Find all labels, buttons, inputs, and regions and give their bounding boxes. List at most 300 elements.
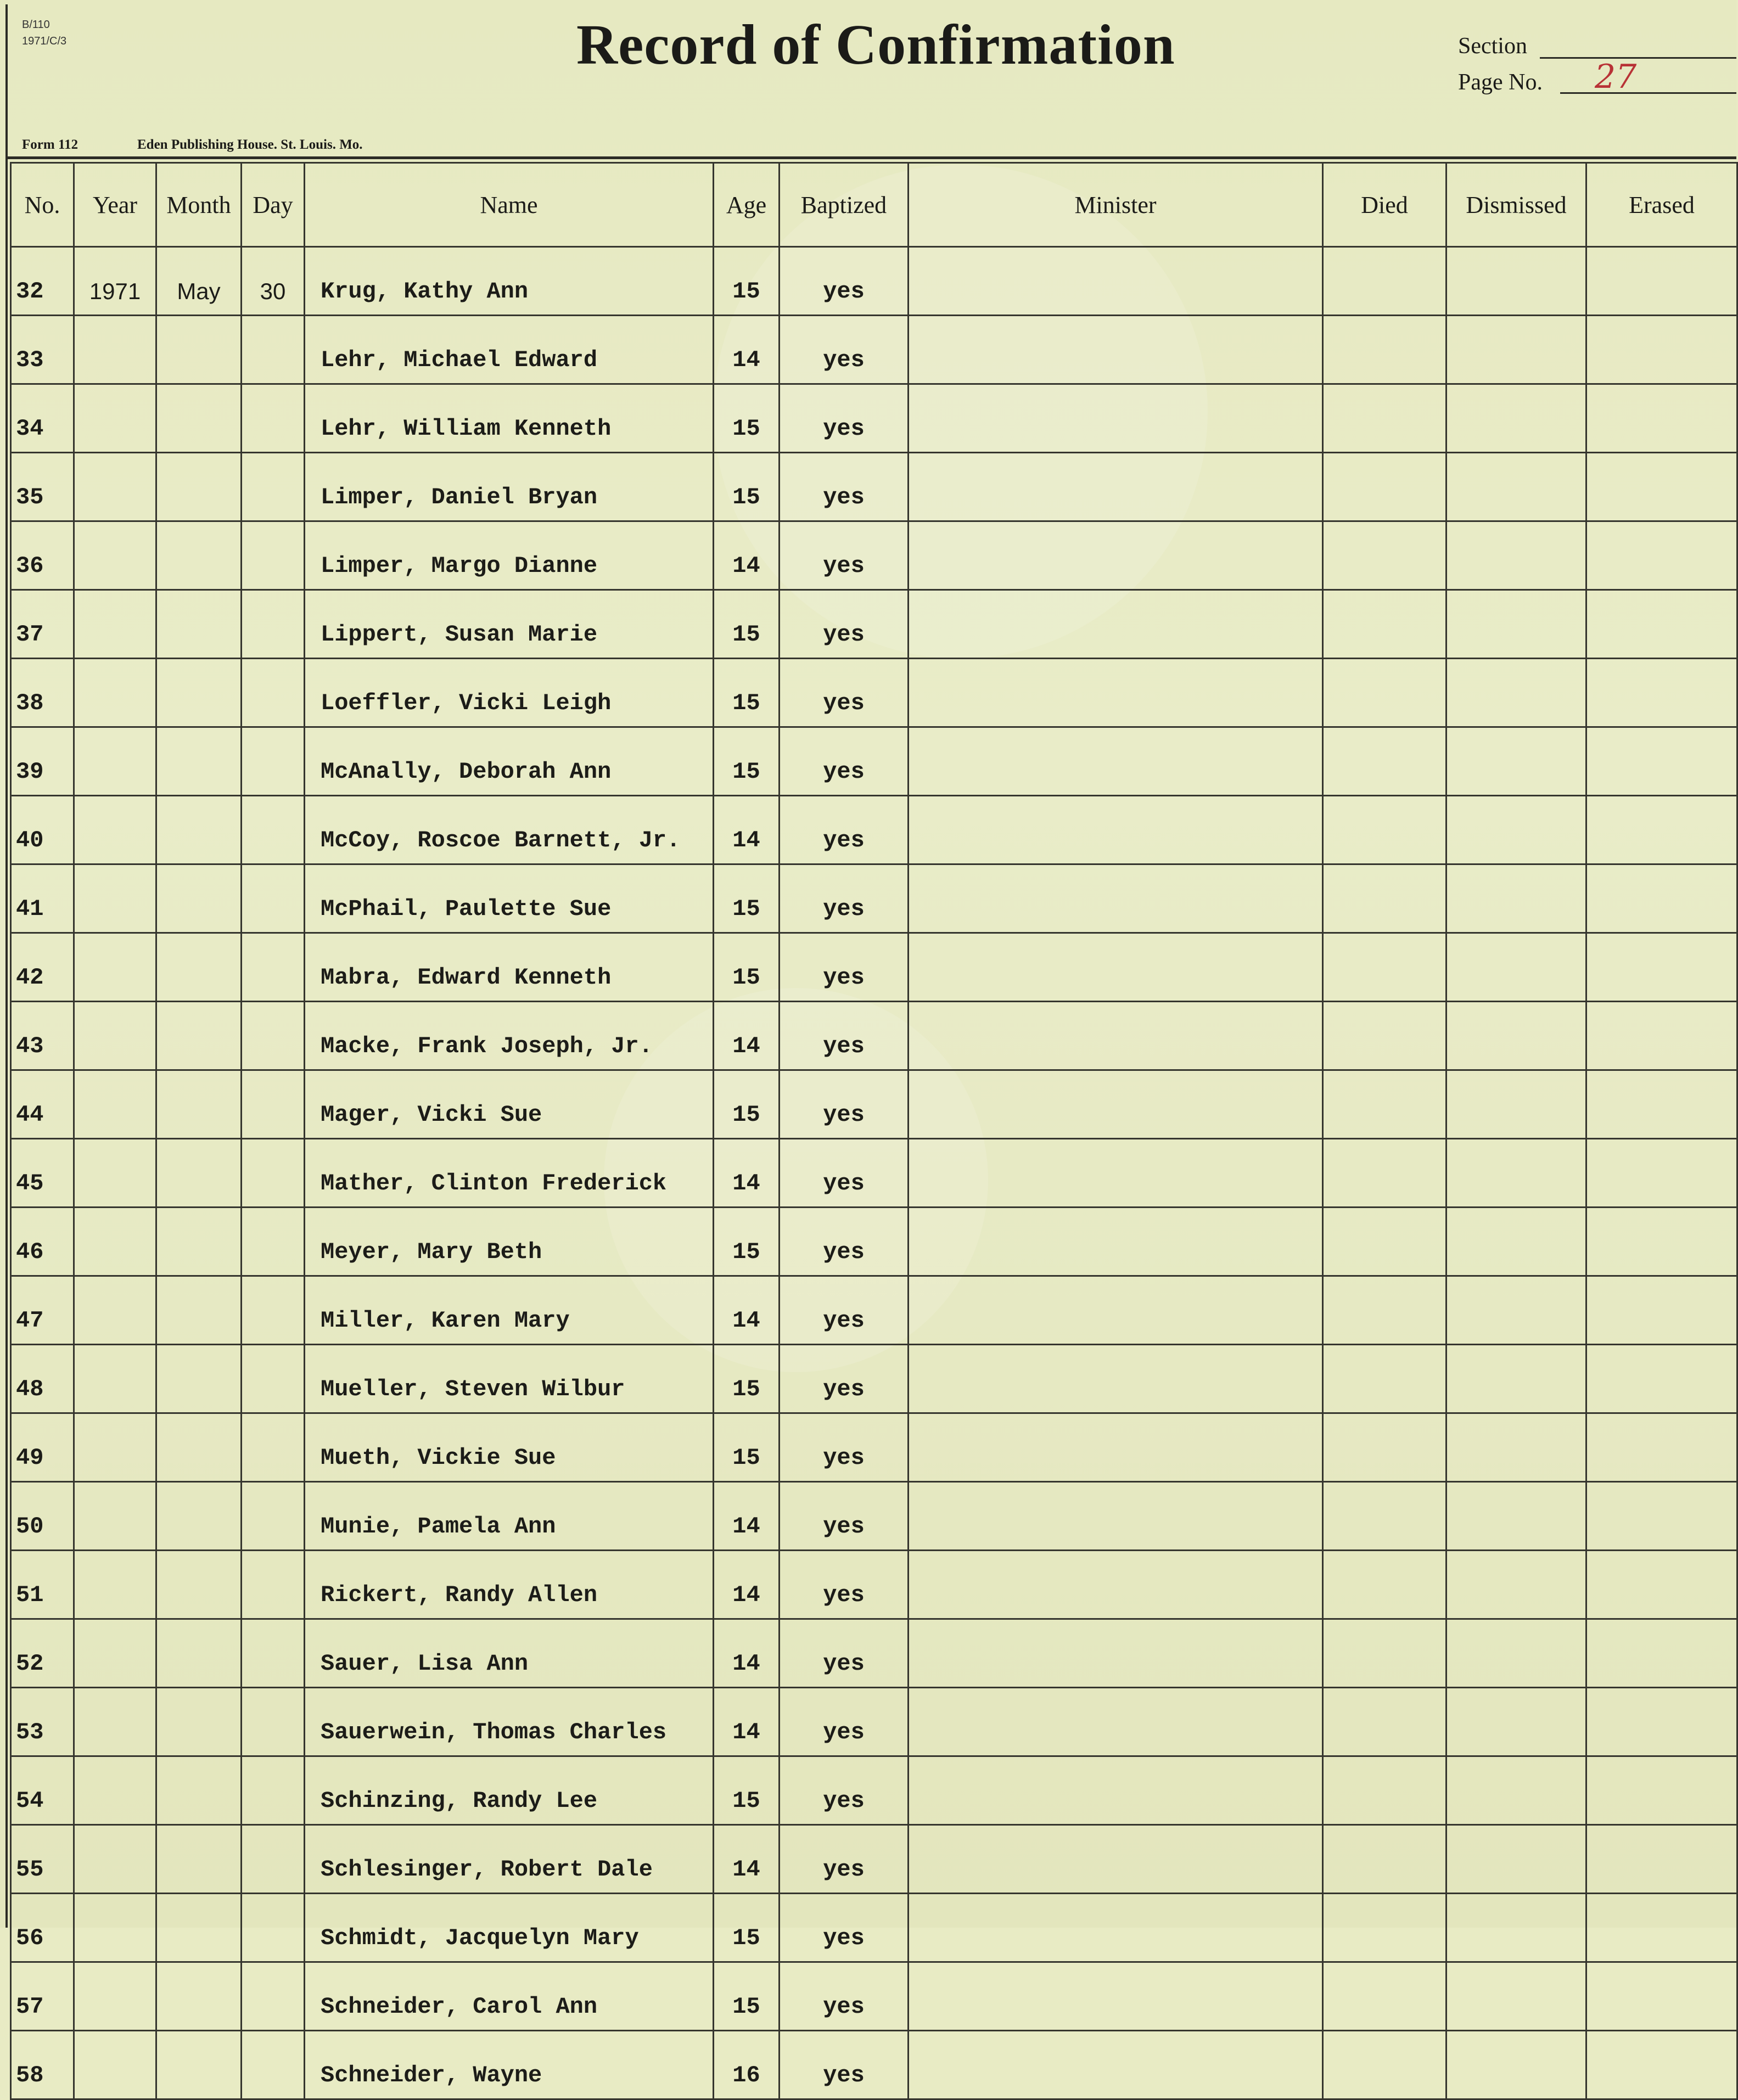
record-minister bbox=[909, 1276, 1323, 1345]
record-month bbox=[156, 521, 242, 590]
record-day bbox=[242, 590, 305, 659]
table-row bbox=[11, 1619, 1737, 1688]
record-day bbox=[242, 796, 305, 864]
record-day bbox=[242, 1619, 305, 1688]
record-erased bbox=[1586, 521, 1737, 590]
record-day bbox=[242, 1551, 305, 1619]
column-header-no: No. bbox=[11, 163, 74, 247]
record-erased bbox=[1586, 1962, 1737, 2031]
record-baptized: yes bbox=[780, 590, 909, 659]
table-row bbox=[11, 1482, 1737, 1551]
record-day: 30 bbox=[242, 247, 305, 316]
record-day bbox=[242, 727, 305, 796]
record-month bbox=[156, 1002, 242, 1070]
record-year bbox=[74, 590, 156, 659]
record-died bbox=[1323, 316, 1447, 384]
record-erased bbox=[1586, 1002, 1737, 1070]
record-number: 32 bbox=[11, 247, 74, 316]
table-row bbox=[11, 1413, 1737, 1482]
record-number: 43 bbox=[11, 1002, 74, 1070]
record-age: 15 bbox=[714, 933, 780, 1002]
record-name: Rickert, Randy Allen bbox=[305, 1551, 714, 1619]
confirmation-table bbox=[10, 162, 1738, 2100]
header-rule bbox=[5, 156, 1736, 159]
record-dismissed bbox=[1447, 1688, 1586, 1756]
record-day bbox=[242, 1962, 305, 2031]
record-month bbox=[156, 1276, 242, 1345]
record-minister bbox=[909, 1002, 1323, 1070]
record-baptized: yes bbox=[780, 1070, 909, 1139]
record-age: 15 bbox=[714, 1413, 780, 1482]
record-died bbox=[1323, 796, 1447, 864]
record-died bbox=[1323, 1345, 1447, 1413]
record-day bbox=[242, 1002, 305, 1070]
record-erased bbox=[1586, 590, 1737, 659]
record-dismissed bbox=[1447, 1894, 1586, 1962]
record-age: 14 bbox=[714, 796, 780, 864]
record-age: 14 bbox=[714, 1002, 780, 1070]
record-died bbox=[1323, 1756, 1447, 1825]
record-month bbox=[156, 659, 242, 727]
archive-reference bbox=[22, 16, 66, 49]
section-field bbox=[1540, 57, 1736, 59]
record-dismissed bbox=[1447, 1208, 1586, 1276]
form-number: Form 112 bbox=[22, 137, 79, 152]
table-row bbox=[11, 1208, 1737, 1276]
record-dismissed bbox=[1447, 1413, 1586, 1482]
record-died bbox=[1323, 1962, 1447, 2031]
column-header-died: Died bbox=[1323, 163, 1447, 247]
record-month bbox=[156, 1825, 242, 1894]
record-dismissed bbox=[1447, 316, 1586, 384]
record-number: 55 bbox=[11, 1825, 74, 1894]
table-row bbox=[11, 1002, 1737, 1070]
record-age: 15 bbox=[714, 1894, 780, 1962]
record-day bbox=[242, 1070, 305, 1139]
record-number: 58 bbox=[11, 2031, 74, 2099]
record-died bbox=[1323, 1482, 1447, 1551]
record-month bbox=[156, 1070, 242, 1139]
record-name: Macke, Frank Joseph, Jr. bbox=[305, 1002, 714, 1070]
record-name: Limper, Daniel Bryan bbox=[305, 453, 714, 521]
record-day bbox=[242, 933, 305, 1002]
column-header-day: Day bbox=[242, 163, 305, 247]
table-row bbox=[11, 1551, 1737, 1619]
record-age: 14 bbox=[714, 1139, 780, 1208]
record-name: Schinzing, Randy Lee bbox=[305, 1756, 714, 1825]
record-number: 46 bbox=[11, 1208, 74, 1276]
record-age: 15 bbox=[714, 864, 780, 933]
column-header-dismissed: Dismissed bbox=[1447, 163, 1586, 247]
column-header-minister: Minister bbox=[909, 163, 1323, 247]
record-died bbox=[1323, 1208, 1447, 1276]
column-header-month: Month bbox=[156, 163, 242, 247]
record-erased bbox=[1586, 1482, 1737, 1551]
record-number: 48 bbox=[11, 1345, 74, 1413]
record-name: Sauer, Lisa Ann bbox=[305, 1619, 714, 1688]
record-erased bbox=[1586, 933, 1737, 1002]
record-month bbox=[156, 1208, 242, 1276]
record-month bbox=[156, 1139, 242, 1208]
record-baptized: yes bbox=[780, 1825, 909, 1894]
record-died bbox=[1323, 1619, 1447, 1688]
record-name: Mueller, Steven Wilbur bbox=[305, 1345, 714, 1413]
record-year bbox=[74, 1345, 156, 1413]
record-year bbox=[74, 1208, 156, 1276]
record-year bbox=[74, 1619, 156, 1688]
record-year bbox=[74, 1482, 156, 1551]
record-erased bbox=[1586, 453, 1737, 521]
page-no-field bbox=[1560, 92, 1736, 94]
record-age: 14 bbox=[714, 1276, 780, 1345]
record-died bbox=[1323, 1894, 1447, 1962]
record-minister bbox=[909, 1825, 1323, 1894]
record-baptized: yes bbox=[780, 384, 909, 453]
record-baptized: yes bbox=[780, 796, 909, 864]
record-erased bbox=[1586, 1208, 1737, 1276]
record-age: 15 bbox=[714, 453, 780, 521]
record-dismissed bbox=[1447, 1002, 1586, 1070]
record-erased bbox=[1586, 1756, 1737, 1825]
record-erased bbox=[1586, 1413, 1737, 1482]
record-dismissed bbox=[1447, 1345, 1586, 1413]
record-erased bbox=[1586, 1139, 1737, 1208]
record-dismissed bbox=[1447, 659, 1586, 727]
record-name: McAnally, Deborah Ann bbox=[305, 727, 714, 796]
record-year bbox=[74, 2031, 156, 2099]
record-year bbox=[74, 727, 156, 796]
record-number: 34 bbox=[11, 384, 74, 453]
record-month bbox=[156, 590, 242, 659]
record-erased bbox=[1586, 384, 1737, 453]
record-minister bbox=[909, 933, 1323, 1002]
record-erased bbox=[1586, 727, 1737, 796]
record-baptized: yes bbox=[780, 2031, 909, 2099]
record-minister bbox=[909, 384, 1323, 453]
record-year bbox=[74, 384, 156, 453]
table-row bbox=[11, 2031, 1737, 2099]
record-name: Meyer, Mary Beth bbox=[305, 1208, 714, 1276]
record-died bbox=[1323, 864, 1447, 933]
record-dismissed bbox=[1447, 521, 1586, 590]
publisher: Eden Publishing House. St. Louis. Mo. bbox=[137, 137, 363, 152]
record-day bbox=[242, 1825, 305, 1894]
record-age: 14 bbox=[714, 521, 780, 590]
record-baptized: yes bbox=[780, 1482, 909, 1551]
record-day bbox=[242, 2031, 305, 2099]
record-year bbox=[74, 1139, 156, 1208]
record-month bbox=[156, 1345, 242, 1413]
record-minister bbox=[909, 1482, 1323, 1551]
record-month bbox=[156, 727, 242, 796]
record-name: Schlesinger, Robert Dale bbox=[305, 1825, 714, 1894]
record-number: 52 bbox=[11, 1619, 74, 1688]
table-row bbox=[11, 521, 1737, 590]
record-number: 54 bbox=[11, 1756, 74, 1825]
record-number: 53 bbox=[11, 1688, 74, 1756]
record-day bbox=[242, 1345, 305, 1413]
record-age: 15 bbox=[714, 1070, 780, 1139]
record-minister bbox=[909, 1962, 1323, 2031]
record-dismissed bbox=[1447, 1551, 1586, 1619]
record-day bbox=[242, 659, 305, 727]
record-name: Loeffler, Vicki Leigh bbox=[305, 659, 714, 727]
record-age: 14 bbox=[714, 1551, 780, 1619]
record-age: 15 bbox=[714, 659, 780, 727]
record-dismissed bbox=[1447, 933, 1586, 1002]
record-erased bbox=[1586, 1894, 1737, 1962]
record-minister bbox=[909, 1894, 1323, 1962]
record-name: Mabra, Edward Kenneth bbox=[305, 933, 714, 1002]
record-erased bbox=[1586, 247, 1737, 316]
record-name: Miller, Karen Mary bbox=[305, 1276, 714, 1345]
record-age: 15 bbox=[714, 1208, 780, 1276]
record-minister bbox=[909, 1070, 1323, 1139]
record-number: 36 bbox=[11, 521, 74, 590]
record-name: McCoy, Roscoe Barnett, Jr. bbox=[305, 796, 714, 864]
record-dismissed bbox=[1447, 2031, 1586, 2099]
record-dismissed bbox=[1447, 1482, 1586, 1551]
table-row bbox=[11, 384, 1737, 453]
record-dismissed bbox=[1447, 1619, 1586, 1688]
record-number: 33 bbox=[11, 316, 74, 384]
record-baptized: yes bbox=[780, 1413, 909, 1482]
section-label: Section bbox=[1458, 33, 1527, 59]
table-row bbox=[11, 1825, 1737, 1894]
record-dismissed bbox=[1447, 453, 1586, 521]
record-day bbox=[242, 1208, 305, 1276]
record-minister bbox=[909, 1619, 1323, 1688]
record-day bbox=[242, 453, 305, 521]
record-month bbox=[156, 316, 242, 384]
record-minister bbox=[909, 864, 1323, 933]
record-baptized: yes bbox=[780, 1962, 909, 2031]
record-age: 14 bbox=[714, 1825, 780, 1894]
record-age: 14 bbox=[714, 1619, 780, 1688]
record-minister bbox=[909, 316, 1323, 384]
record-number: 49 bbox=[11, 1413, 74, 1482]
record-name: Mather, Clinton Frederick bbox=[305, 1139, 714, 1208]
record-month bbox=[156, 453, 242, 521]
record-number: 42 bbox=[11, 933, 74, 1002]
record-died bbox=[1323, 453, 1447, 521]
record-month bbox=[156, 933, 242, 1002]
record-baptized: yes bbox=[780, 1002, 909, 1070]
page-no-label: Page No. bbox=[1458, 70, 1543, 95]
record-baptized: yes bbox=[780, 1139, 909, 1208]
record-erased bbox=[1586, 1619, 1737, 1688]
record-minister bbox=[909, 1208, 1323, 1276]
record-died bbox=[1323, 384, 1447, 453]
record-dismissed bbox=[1447, 1070, 1586, 1139]
record-dismissed bbox=[1447, 1825, 1586, 1894]
record-number: 47 bbox=[11, 1276, 74, 1345]
record-name: Limper, Margo Dianne bbox=[305, 521, 714, 590]
record-day bbox=[242, 1894, 305, 1962]
record-died bbox=[1323, 1002, 1447, 1070]
record-baptized: yes bbox=[780, 521, 909, 590]
record-day bbox=[242, 864, 305, 933]
record-minister bbox=[909, 659, 1323, 727]
record-baptized: yes bbox=[780, 1551, 909, 1619]
record-minister bbox=[909, 247, 1323, 316]
record-name: Schneider, Wayne bbox=[305, 2031, 714, 2099]
record-died bbox=[1323, 659, 1447, 727]
record-dismissed bbox=[1447, 864, 1586, 933]
page-no-value: 27 bbox=[1595, 58, 1637, 96]
record-age: 15 bbox=[714, 590, 780, 659]
record-baptized: yes bbox=[780, 1345, 909, 1413]
record-number: 56 bbox=[11, 1894, 74, 1962]
record-number: 40 bbox=[11, 796, 74, 864]
record-minister bbox=[909, 1551, 1323, 1619]
record-erased bbox=[1586, 1688, 1737, 1756]
record-year bbox=[74, 659, 156, 727]
record-baptized: yes bbox=[780, 1688, 909, 1756]
record-baptized: yes bbox=[780, 933, 909, 1002]
record-number: 35 bbox=[11, 453, 74, 521]
record-erased bbox=[1586, 1825, 1737, 1894]
record-baptized: yes bbox=[780, 247, 909, 316]
record-died bbox=[1323, 933, 1447, 1002]
table-row bbox=[11, 1894, 1737, 1962]
record-erased bbox=[1586, 1551, 1737, 1619]
record-year bbox=[74, 1756, 156, 1825]
record-name: Sauerwein, Thomas Charles bbox=[305, 1688, 714, 1756]
record-minister bbox=[909, 453, 1323, 521]
record-minister bbox=[909, 1139, 1323, 1208]
record-dismissed bbox=[1447, 1962, 1586, 2031]
column-header-year: Year bbox=[74, 163, 156, 247]
record-month: May bbox=[156, 247, 242, 316]
record-erased bbox=[1586, 1276, 1737, 1345]
record-age: 14 bbox=[714, 316, 780, 384]
archive-ref-line: 1971/C/3 bbox=[22, 35, 67, 47]
record-baptized: yes bbox=[780, 1208, 909, 1276]
record-died bbox=[1323, 247, 1447, 316]
record-minister bbox=[909, 521, 1323, 590]
record-year bbox=[74, 796, 156, 864]
record-erased bbox=[1586, 316, 1737, 384]
record-dismissed bbox=[1447, 590, 1586, 659]
record-day bbox=[242, 1688, 305, 1756]
record-day bbox=[242, 384, 305, 453]
record-dismissed bbox=[1447, 247, 1586, 316]
left-margin-rule bbox=[5, 4, 8, 1928]
record-number: 50 bbox=[11, 1482, 74, 1551]
record-baptized: yes bbox=[780, 864, 909, 933]
record-name: Mueth, Vickie Sue bbox=[305, 1413, 714, 1482]
record-minister bbox=[909, 727, 1323, 796]
record-year bbox=[74, 1413, 156, 1482]
record-died bbox=[1323, 590, 1447, 659]
record-erased bbox=[1586, 1070, 1737, 1139]
table-row bbox=[11, 1345, 1737, 1413]
table-row bbox=[11, 1756, 1737, 1825]
record-day bbox=[242, 1413, 305, 1482]
page-title: Record of Confirmation bbox=[576, 13, 1175, 76]
table-row bbox=[11, 933, 1737, 1002]
record-month bbox=[156, 1413, 242, 1482]
table-row bbox=[11, 864, 1737, 933]
record-name: Lehr, William Kenneth bbox=[305, 384, 714, 453]
record-year bbox=[74, 521, 156, 590]
record-minister bbox=[909, 1688, 1323, 1756]
record-dismissed bbox=[1447, 796, 1586, 864]
record-month bbox=[156, 1619, 242, 1688]
record-died bbox=[1323, 1551, 1447, 1619]
record-died bbox=[1323, 727, 1447, 796]
record-name: Mager, Vicki Sue bbox=[305, 1070, 714, 1139]
record-month bbox=[156, 1688, 242, 1756]
record-age: 15 bbox=[714, 384, 780, 453]
record-died bbox=[1323, 1139, 1447, 1208]
record-minister bbox=[909, 1413, 1323, 1482]
record-name: Schmidt, Jacquelyn Mary bbox=[305, 1894, 714, 1962]
record-year bbox=[74, 1276, 156, 1345]
table-row bbox=[11, 316, 1737, 384]
record-number: 39 bbox=[11, 727, 74, 796]
record-died bbox=[1323, 2031, 1447, 2099]
column-header-erased: Erased bbox=[1586, 163, 1737, 247]
record-baptized: yes bbox=[780, 1756, 909, 1825]
record-year bbox=[74, 1962, 156, 2031]
record-erased bbox=[1586, 659, 1737, 727]
record-age: 15 bbox=[714, 1756, 780, 1825]
record-number: 45 bbox=[11, 1139, 74, 1208]
record-dismissed bbox=[1447, 727, 1586, 796]
record-baptized: yes bbox=[780, 1619, 909, 1688]
record-erased bbox=[1586, 864, 1737, 933]
record-month bbox=[156, 2031, 242, 2099]
record-day bbox=[242, 1756, 305, 1825]
record-dismissed bbox=[1447, 1139, 1586, 1208]
record-day bbox=[242, 521, 305, 590]
record-baptized: yes bbox=[780, 453, 909, 521]
table-row bbox=[11, 247, 1737, 316]
record-year bbox=[74, 316, 156, 384]
record-name: Lehr, Michael Edward bbox=[305, 316, 714, 384]
record-died bbox=[1323, 1070, 1447, 1139]
record-age: 15 bbox=[714, 1345, 780, 1413]
record-number: 38 bbox=[11, 659, 74, 727]
record-month bbox=[156, 1756, 242, 1825]
column-header-age: Age bbox=[714, 163, 780, 247]
table-row bbox=[11, 1070, 1737, 1139]
record-died bbox=[1323, 1276, 1447, 1345]
record-baptized: yes bbox=[780, 659, 909, 727]
record-month bbox=[156, 864, 242, 933]
record-number: 57 bbox=[11, 1962, 74, 2031]
record-minister bbox=[909, 796, 1323, 864]
table-row bbox=[11, 453, 1737, 521]
table-row bbox=[11, 1276, 1737, 1345]
record-name: Krug, Kathy Ann bbox=[305, 247, 714, 316]
record-year bbox=[74, 864, 156, 933]
record-year bbox=[74, 933, 156, 1002]
record-year bbox=[74, 1825, 156, 1894]
record-day bbox=[242, 1276, 305, 1345]
record-day bbox=[242, 1482, 305, 1551]
record-year bbox=[74, 1070, 156, 1139]
table-row bbox=[11, 659, 1737, 727]
record-name: Schneider, Carol Ann bbox=[305, 1962, 714, 2031]
record-erased bbox=[1586, 2031, 1737, 2099]
record-died bbox=[1323, 1825, 1447, 1894]
table-row bbox=[11, 796, 1737, 864]
record-number: 51 bbox=[11, 1551, 74, 1619]
record-year bbox=[74, 1002, 156, 1070]
